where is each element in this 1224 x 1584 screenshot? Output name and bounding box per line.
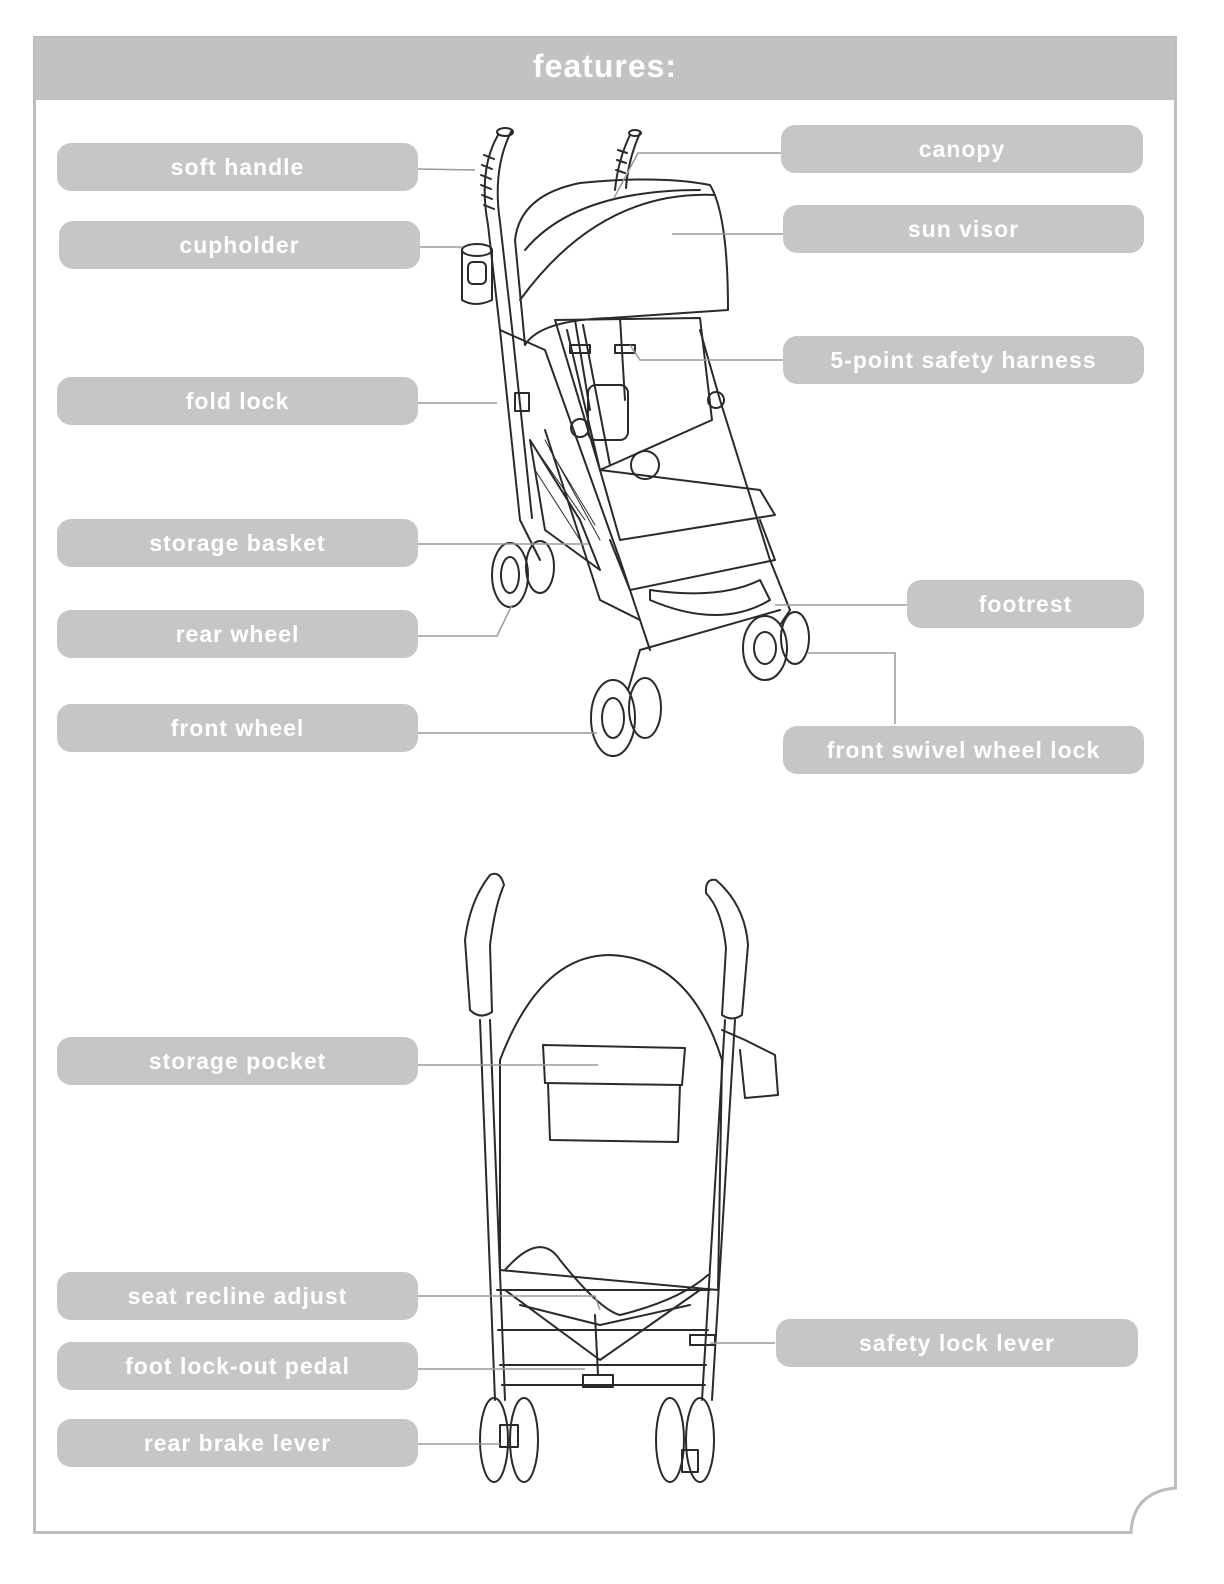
label-soft-handle: soft handle (57, 143, 418, 191)
label-front-swivel-wheel-lock: front swivel wheel lock (783, 726, 1144, 774)
label-safety-harness: 5-point safety harness (783, 336, 1144, 384)
label-foot-lock-out-pedal: foot lock-out pedal (57, 1342, 418, 1390)
label-front-wheel: front wheel (57, 704, 418, 752)
label-rear-wheel: rear wheel (57, 610, 418, 658)
label-safety-lock-lever: safety lock lever (776, 1319, 1138, 1367)
label-seat-recline-adjust: seat recline adjust (57, 1272, 418, 1320)
label-canopy: canopy (781, 125, 1143, 173)
label-storage-pocket: storage pocket (57, 1037, 418, 1085)
label-sun-visor: sun visor (783, 205, 1144, 253)
label-rear-brake-lever: rear brake lever (57, 1419, 418, 1467)
label-footrest: footrest (907, 580, 1144, 628)
page-title: features: (532, 48, 678, 84)
label-fold-lock: fold lock (57, 377, 418, 425)
stroller-side-view (462, 128, 809, 756)
stroller-rear-view (465, 874, 778, 1482)
label-storage-basket: storage basket (57, 519, 418, 567)
label-cupholder: cupholder (59, 221, 420, 269)
